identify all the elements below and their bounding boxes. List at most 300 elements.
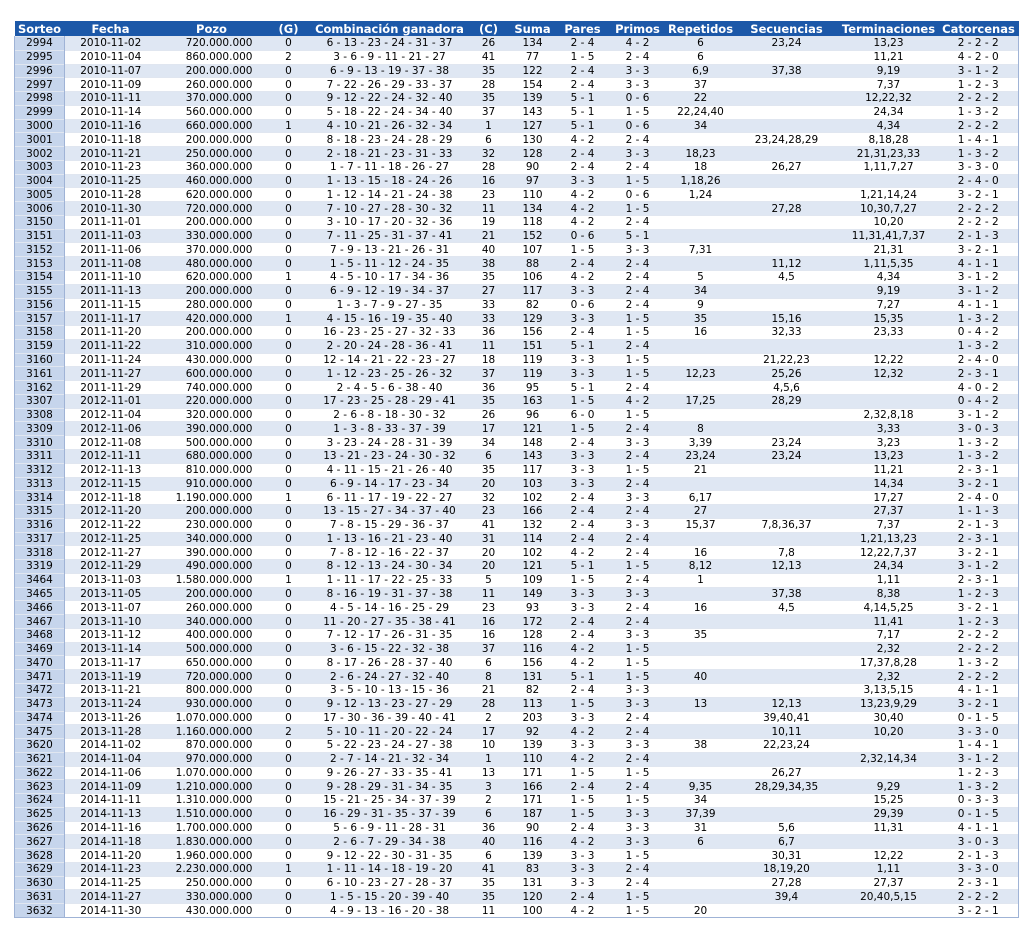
catorcenas-cell: 1 - 3 - 2 [939, 449, 1019, 463]
catorcenas-cell: 2 - 3 - 1 [939, 532, 1019, 546]
pozo-cell: 200.000.000 [157, 133, 267, 147]
combinacion-cell: 6 - 11 - 17 - 19 - 22 - 27 [311, 491, 469, 505]
sorteo-cell: 3628 [15, 849, 65, 863]
pozo-cell: 930.000.000 [157, 697, 267, 711]
complementario-cell: 26 [469, 37, 509, 51]
pares-cell: 2 - 4 [557, 78, 609, 92]
table-row[interactable] [15, 573, 1019, 587]
table-row[interactable] [15, 587, 1019, 601]
primos-cell: 3 - 3 [609, 807, 667, 821]
ganadores-cell: 0 [267, 394, 311, 408]
combinacion-cell: 8 - 17 - 26 - 28 - 37 - 40 [311, 656, 469, 670]
terminaciones-cell: 15,35 [839, 312, 939, 326]
fecha-cell: 2014-11-25 [65, 876, 157, 890]
table-row[interactable] [15, 876, 1019, 890]
table-row[interactable] [15, 50, 1019, 64]
table-row[interactable] [15, 271, 1019, 285]
secuencias-cell [735, 229, 839, 243]
fecha-cell: 2014-11-13 [65, 807, 157, 821]
ganadores-cell: 1 [267, 312, 311, 326]
suma-cell: 90 [509, 160, 557, 174]
fecha-cell: 2013-11-26 [65, 711, 157, 725]
sorteo-cell: 3470 [15, 656, 65, 670]
ganadores-cell: 0 [267, 628, 311, 642]
pares-cell: 2 - 4 [557, 491, 609, 505]
secuencias-cell [735, 683, 839, 697]
combinacion-cell: 17 - 30 - 36 - 39 - 40 - 41 [311, 711, 469, 725]
suma-cell: 156 [509, 326, 557, 340]
ganadores-cell: 0 [267, 436, 311, 450]
primos-cell: 0 - 6 [609, 92, 667, 106]
pares-cell: 2 - 4 [557, 64, 609, 78]
combinacion-cell: 1 - 13 - 15 - 18 - 24 - 26 [311, 174, 469, 188]
table-row[interactable] [15, 491, 1019, 505]
complementario-cell: 20 [469, 546, 509, 560]
terminaciones-cell: 1,21,14,24 [839, 188, 939, 202]
table-row[interactable] [15, 229, 1019, 243]
sorteo-cell: 3151 [15, 229, 65, 243]
fecha-cell: 2011-11-22 [65, 339, 157, 353]
terminaciones-cell: 11,31 [839, 821, 939, 835]
suma-cell: 116 [509, 835, 557, 849]
table-row[interactable] [15, 683, 1019, 697]
primos-cell: 1 - 5 [609, 202, 667, 216]
complementario-cell: 21 [469, 229, 509, 243]
table-row[interactable] [15, 821, 1019, 835]
pares-cell: 3 - 3 [557, 463, 609, 477]
terminaciones-cell: 1,11,7,27 [839, 160, 939, 174]
pozo-cell: 910.000.000 [157, 477, 267, 491]
table-row[interactable] [15, 835, 1019, 849]
table-row[interactable] [15, 766, 1019, 780]
repetidos-cell: 34 [667, 284, 735, 298]
table-row[interactable] [15, 601, 1019, 615]
ganadores-cell: 0 [267, 64, 311, 78]
column-header-combinacion[interactable]: Combinación ganadora [311, 21, 469, 37]
table-row[interactable] [15, 257, 1019, 271]
column-header-fecha[interactable]: Fecha [65, 21, 157, 37]
table-row[interactable] [15, 642, 1019, 656]
table-row[interactable] [15, 904, 1019, 918]
suma-cell: 134 [509, 202, 557, 216]
combinacion-cell: 8 - 16 - 19 - 31 - 37 - 38 [311, 587, 469, 601]
terminaciones-cell: 10,30,7,27 [839, 202, 939, 216]
table-row[interactable] [15, 188, 1019, 202]
pozo-cell: 430.000.000 [157, 904, 267, 918]
complementario-cell: 18 [469, 353, 509, 367]
table-row[interactable] [15, 518, 1019, 532]
table-row[interactable] [15, 298, 1019, 312]
pares-cell: 3 - 3 [557, 284, 609, 298]
secuencias-cell: 11,12 [735, 257, 839, 271]
ganadores-cell: 0 [267, 890, 311, 904]
pozo-cell: 390.000.000 [157, 422, 267, 436]
primos-cell: 1 - 5 [609, 353, 667, 367]
ganadores-cell: 0 [267, 422, 311, 436]
table-row[interactable] [15, 849, 1019, 863]
table-row[interactable] [15, 284, 1019, 298]
suma-cell: 120 [509, 890, 557, 904]
sorteo-cell: 3154 [15, 271, 65, 285]
combinacion-cell: 17 - 23 - 25 - 28 - 29 - 41 [311, 394, 469, 408]
complementario-cell: 35 [469, 876, 509, 890]
fecha-cell: 2013-11-24 [65, 697, 157, 711]
column-header-repetidos[interactable]: Repetidos [667, 21, 734, 36]
suma-cell: 128 [509, 147, 557, 161]
secuencias-cell: 23,24 [735, 436, 839, 450]
table-row[interactable] [15, 92, 1019, 106]
complementario-cell: 28 [469, 78, 509, 92]
pares-cell: 4 - 2 [557, 546, 609, 560]
table-row[interactable] [15, 656, 1019, 670]
fecha-cell: 2010-11-25 [65, 174, 157, 188]
catorcenas-cell: 1 - 3 - 2 [939, 780, 1019, 794]
terminaciones-cell: 7,27 [839, 298, 939, 312]
complementario-cell: 35 [469, 463, 509, 477]
combinacion-cell: 9 - 28 - 29 - 31 - 34 - 35 [311, 780, 469, 794]
table-row[interactable] [15, 339, 1019, 353]
column-header-ganadores[interactable]: (G) [267, 21, 311, 37]
table-row[interactable] [15, 807, 1019, 821]
table-row[interactable] [15, 725, 1019, 739]
complementario-cell: 20 [469, 477, 509, 491]
fecha-cell: 2012-11-08 [65, 436, 157, 450]
ganadores-cell: 0 [267, 463, 311, 477]
table-row[interactable] [15, 560, 1019, 574]
pozo-cell: 720.000.000 [157, 670, 267, 684]
complementario-cell: 32 [469, 147, 509, 161]
ganadores-cell: 0 [267, 601, 311, 615]
ganadores-cell: 0 [267, 821, 311, 835]
combinacion-cell: 4 - 9 - 13 - 16 - 20 - 38 [311, 904, 469, 918]
primos-cell: 2 - 4 [609, 862, 667, 876]
table-row[interactable] [15, 532, 1019, 546]
fecha-cell: 2013-11-07 [65, 601, 157, 615]
fecha-cell: 2014-11-27 [65, 890, 157, 904]
combinacion-cell: 3 - 6 - 9 - 11 - 21 - 27 [311, 50, 469, 64]
table-row[interactable] [15, 312, 1019, 326]
table-row[interactable] [15, 353, 1019, 367]
catorcenas-cell: 3 - 1 - 2 [939, 284, 1019, 298]
secuencias-cell [735, 119, 839, 133]
sorteo-cell: 3158 [15, 326, 65, 340]
complementario-cell: 11 [469, 904, 509, 918]
table-row[interactable] [15, 739, 1019, 753]
suma-cell: 149 [509, 587, 557, 601]
complementario-cell: 33 [469, 298, 509, 312]
ganadores-cell: 1 [267, 862, 311, 876]
ganadores-cell: 2 [267, 50, 311, 64]
suma-cell: 121 [509, 422, 557, 436]
secuencias-cell [735, 408, 839, 422]
pares-cell: 2 - 4 [557, 160, 609, 174]
primos-cell: 1 - 5 [609, 326, 667, 340]
table-row[interactable] [15, 862, 1019, 876]
repetidos-cell [667, 257, 735, 271]
combinacion-cell: 1 - 12 - 14 - 21 - 24 - 38 [311, 188, 469, 202]
table-row[interactable] [15, 436, 1019, 450]
suma-cell: 151 [509, 339, 557, 353]
catorcenas-cell: 2 - 1 - 3 [939, 849, 1019, 863]
repetidos-cell [667, 381, 735, 395]
ganadores-cell: 0 [267, 298, 311, 312]
table-row[interactable] [15, 546, 1019, 560]
repetidos-cell [667, 849, 735, 863]
ganadores-cell: 0 [267, 326, 311, 340]
terminaciones-cell: 13,23,9,29 [839, 697, 939, 711]
sorteo-cell: 3469 [15, 642, 65, 656]
sorteo-cell: 2995 [15, 50, 65, 64]
pozo-cell: 430.000.000 [157, 353, 267, 367]
ganadores-cell: 0 [267, 615, 311, 629]
pares-cell: 3 - 3 [557, 711, 609, 725]
repetidos-cell: 1,18,26 [667, 174, 735, 188]
secuencias-cell: 4,5 [735, 601, 839, 615]
repetidos-cell: 20 [667, 904, 735, 918]
table-row[interactable] [15, 78, 1019, 92]
table-row[interactable] [15, 794, 1019, 808]
combinacion-cell: 6 - 13 - 23 - 24 - 31 - 37 [311, 37, 469, 51]
fecha-cell: 2012-11-13 [65, 463, 157, 477]
pozo-cell: 200.000.000 [157, 215, 267, 229]
terminaciones-cell: 12,22,32 [839, 92, 939, 106]
pares-cell: 5 - 1 [557, 105, 609, 119]
complementario-cell: 27 [469, 284, 509, 298]
table-row[interactable] [15, 215, 1019, 229]
complementario-cell: 41 [469, 50, 509, 64]
suma-cell: 172 [509, 615, 557, 629]
pares-cell: 3 - 3 [557, 449, 609, 463]
sorteo-cell: 3001 [15, 133, 65, 147]
suma-cell: 118 [509, 215, 557, 229]
table-row[interactable] [15, 670, 1019, 684]
pozo-cell: 1.160.000.000 [157, 725, 267, 739]
combinacion-cell: 4 - 10 - 21 - 26 - 32 - 34 [311, 119, 469, 133]
suma-cell: 127 [509, 119, 557, 133]
catorcenas-cell: 4 - 1 - 1 [939, 821, 1019, 835]
primos-cell: 3 - 3 [609, 78, 667, 92]
combinacion-cell: 9 - 26 - 27 - 33 - 35 - 41 [311, 766, 469, 780]
repetidos-cell: 17,25 [667, 394, 735, 408]
suma-cell: 154 [509, 78, 557, 92]
column-header-catorcenas[interactable]: Catorcenas [939, 21, 1019, 37]
catorcenas-cell: 0 - 3 - 3 [939, 794, 1019, 808]
secuencias-cell [735, 807, 839, 821]
table-row[interactable] [15, 615, 1019, 629]
column-header-secuencias[interactable]: Secuencias [735, 21, 839, 37]
repetidos-cell: 34 [667, 794, 735, 808]
terminaciones-cell: 21,31,23,33 [839, 147, 939, 161]
table-row[interactable] [15, 119, 1019, 133]
suma-cell: 82 [509, 683, 557, 697]
table-row[interactable] [15, 711, 1019, 725]
primos-cell: 1 - 5 [609, 367, 667, 381]
fecha-cell: 2014-11-16 [65, 821, 157, 835]
secuencias-cell [735, 50, 839, 64]
catorcenas-cell: 2 - 3 - 1 [939, 367, 1019, 381]
fecha-cell: 2013-11-03 [65, 573, 157, 587]
suma-cell: 96 [509, 408, 557, 422]
primos-cell: 1 - 5 [609, 904, 667, 918]
suma-cell: 77 [509, 50, 557, 64]
table-row[interactable] [15, 381, 1019, 395]
pares-cell: 2 - 4 [557, 147, 609, 161]
catorcenas-cell: 3 - 3 - 0 [939, 725, 1019, 739]
pares-cell: 1 - 5 [557, 697, 609, 711]
pares-cell: 2 - 4 [557, 532, 609, 546]
pozo-cell: 2.230.000.000 [157, 862, 267, 876]
sorteo-cell: 3630 [15, 876, 65, 890]
combinacion-cell: 4 - 5 - 10 - 17 - 34 - 36 [311, 271, 469, 285]
table-row[interactable] [15, 160, 1019, 174]
terminaciones-cell: 24,34 [839, 560, 939, 574]
pares-cell: 2 - 4 [557, 505, 609, 519]
complementario-cell: 20 [469, 560, 509, 574]
ganadores-cell: 0 [267, 546, 311, 560]
table-row[interactable] [15, 64, 1019, 78]
fecha-cell: 2010-11-23 [65, 160, 157, 174]
secuencias-cell [735, 491, 839, 505]
table-row[interactable] [15, 394, 1019, 408]
primos-cell: 2 - 4 [609, 215, 667, 229]
column-header-complementario[interactable]: (C) [469, 21, 509, 37]
primos-cell: 2 - 4 [609, 133, 667, 147]
ganadores-cell: 0 [267, 697, 311, 711]
table-row[interactable] [15, 477, 1019, 491]
primos-cell: 2 - 4 [609, 257, 667, 271]
primos-cell: 2 - 4 [609, 271, 667, 285]
repetidos-cell [667, 229, 735, 243]
primos-cell: 2 - 4 [609, 532, 667, 546]
table-row[interactable] [15, 752, 1019, 766]
suma-cell: 121 [509, 560, 557, 574]
pozo-cell: 230.000.000 [157, 518, 267, 532]
table-row[interactable] [15, 697, 1019, 711]
table-row[interactable] [15, 202, 1019, 216]
table-row[interactable] [15, 133, 1019, 147]
pares-cell: 4 - 2 [557, 904, 609, 918]
primos-cell: 3 - 3 [609, 628, 667, 642]
fecha-cell: 2012-11-06 [65, 422, 157, 436]
table-row[interactable] [15, 463, 1019, 477]
repetidos-cell: 6 [667, 50, 735, 64]
table-row[interactable] [15, 147, 1019, 161]
repetidos-cell: 7,31 [667, 243, 735, 257]
column-header-primos[interactable]: Primos [609, 21, 667, 37]
terminaciones-cell: 11,31,41,7,37 [839, 229, 939, 243]
table-row[interactable] [15, 449, 1019, 463]
table-row[interactable] [15, 780, 1019, 794]
table-row[interactable] [15, 37, 1019, 51]
column-header-pozo[interactable]: Pozo [157, 21, 267, 37]
catorcenas-cell: 2 - 4 - 0 [939, 491, 1019, 505]
primos-cell: 2 - 4 [609, 725, 667, 739]
table-row[interactable] [15, 105, 1019, 119]
table-row[interactable] [15, 326, 1019, 340]
repetidos-cell [667, 752, 735, 766]
table-row[interactable] [15, 628, 1019, 642]
pozo-cell: 1.700.000.000 [157, 821, 267, 835]
pares-cell: 3 - 3 [557, 477, 609, 491]
complementario-cell: 34 [469, 436, 509, 450]
secuencias-cell [735, 147, 839, 161]
fecha-cell: 2012-11-25 [65, 532, 157, 546]
table-row[interactable] [15, 174, 1019, 188]
column-header-sorteo[interactable]: Sorteo [15, 21, 65, 37]
primos-cell: 3 - 3 [609, 683, 667, 697]
ganadores-cell: 0 [267, 752, 311, 766]
sorteo-cell: 3156 [15, 298, 65, 312]
sorteo-cell: 3003 [15, 160, 65, 174]
repetidos-cell: 35 [667, 312, 735, 326]
column-header-suma[interactable]: Suma [509, 21, 557, 37]
terminaciones-cell [839, 835, 939, 849]
table-body [15, 37, 1019, 918]
combinacion-cell: 2 - 4 - 5 - 6 - 38 - 40 [311, 381, 469, 395]
sorteo-cell: 3473 [15, 697, 65, 711]
pozo-cell: 420.000.000 [157, 312, 267, 326]
suma-cell: 139 [509, 92, 557, 106]
table-row[interactable] [15, 890, 1019, 904]
suma-cell: 100 [509, 904, 557, 918]
catorcenas-cell: 4 - 1 - 1 [939, 683, 1019, 697]
fecha-cell: 2014-11-06 [65, 766, 157, 780]
fecha-cell: 2014-11-30 [65, 904, 157, 918]
repetidos-cell: 6 [667, 835, 735, 849]
combinacion-cell: 13 - 15 - 27 - 34 - 37 - 40 [311, 505, 469, 519]
sorteo-cell: 3311 [15, 449, 65, 463]
table-row[interactable] [15, 408, 1019, 422]
fecha-cell: 2012-11-29 [65, 560, 157, 574]
suma-cell: 117 [509, 463, 557, 477]
suma-cell: 139 [509, 739, 557, 753]
combinacion-cell: 16 - 29 - 31 - 35 - 37 - 39 [311, 807, 469, 821]
table-row[interactable] [15, 243, 1019, 257]
suma-cell: 131 [509, 876, 557, 890]
sorteo-cell: 3626 [15, 821, 65, 835]
complementario-cell: 6 [469, 849, 509, 863]
complementario-cell: 35 [469, 394, 509, 408]
pares-cell: 2 - 4 [557, 257, 609, 271]
pozo-cell: 500.000.000 [157, 436, 267, 450]
terminaciones-cell: 29,39 [839, 807, 939, 821]
pares-cell: 1 - 5 [557, 766, 609, 780]
pozo-cell: 720.000.000 [157, 37, 267, 51]
column-header-terminaciones[interactable]: Terminaciones [839, 21, 939, 37]
catorcenas-cell: 2 - 2 - 2 [939, 890, 1019, 904]
fecha-cell: 2011-11-27 [65, 367, 157, 381]
complementario-cell: 8 [469, 670, 509, 684]
suma-cell: 187 [509, 807, 557, 821]
table-row[interactable] [15, 367, 1019, 381]
column-header-pares[interactable]: Pares [557, 21, 609, 37]
secuencias-cell: 27,28 [735, 202, 839, 216]
table-row[interactable] [15, 505, 1019, 519]
catorcenas-cell: 2 - 3 - 1 [939, 573, 1019, 587]
suma-cell: 93 [509, 601, 557, 615]
repetidos-cell: 16 [667, 326, 735, 340]
table-row[interactable] [15, 422, 1019, 436]
complementario-cell: 23 [469, 505, 509, 519]
repetidos-cell: 6 [667, 37, 735, 51]
repetidos-cell [667, 656, 735, 670]
secuencias-cell: 7,8 [735, 546, 839, 560]
sorteo-cell: 3315 [15, 505, 65, 519]
suma-cell: 97 [509, 174, 557, 188]
complementario-cell: 33 [469, 312, 509, 326]
terminaciones-cell: 12,22 [839, 849, 939, 863]
primos-cell: 1 - 5 [609, 642, 667, 656]
